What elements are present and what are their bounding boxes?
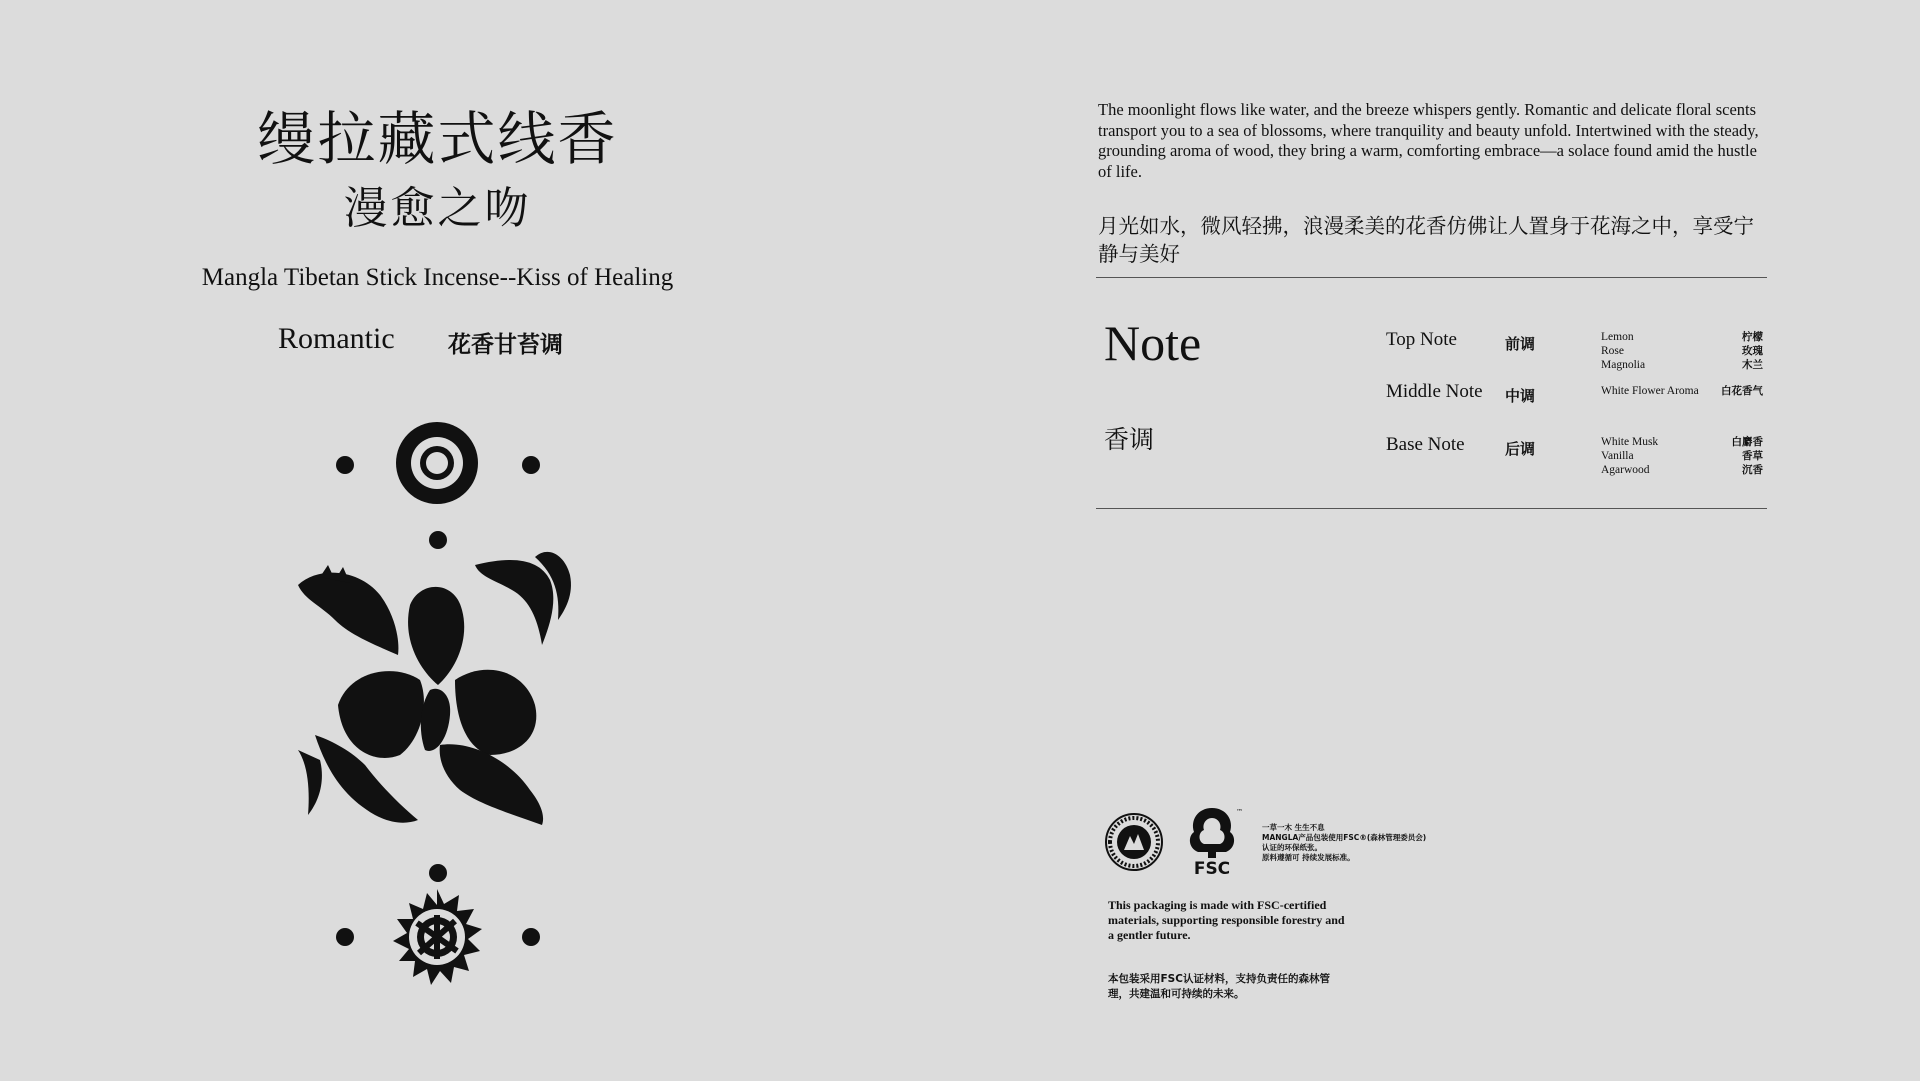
fsc-tree-logo-icon xyxy=(1182,804,1243,879)
mood-label-en: Romantic xyxy=(278,322,395,355)
fsc-small-line: MANGLA产品包装使用FSC®(森林管理委员会) xyxy=(1262,833,1427,842)
ingredient-en: Agarwood xyxy=(1601,464,1650,476)
ingredient-en: Magnolia xyxy=(1601,359,1646,371)
mood-label-cn: 花香甘苔调 xyxy=(448,332,563,358)
middle-note-label-cn: 中调 xyxy=(1505,387,1536,405)
fsc-small-line: 认证的环保纸张。 xyxy=(1262,843,1322,852)
ingredient-en: Lemon xyxy=(1601,331,1634,343)
dot-icon xyxy=(429,864,447,882)
dot-icon xyxy=(336,456,354,474)
fsc-label: FSC xyxy=(1193,859,1231,879)
fsc-small-print xyxy=(1262,823,1432,863)
sun-gear-icon xyxy=(396,422,478,504)
spoked-wheel-icon xyxy=(393,889,482,985)
product-subtitle-cn: 漫愈之吻 xyxy=(343,183,532,234)
divider-top xyxy=(1096,277,1767,278)
base-note-ingredients xyxy=(1601,435,1763,477)
dot-icon xyxy=(522,928,540,946)
product-title-cn: 缦拉藏式线香 xyxy=(257,105,618,173)
ingredient-row xyxy=(1601,384,1763,398)
ingredient-row xyxy=(1601,449,1763,463)
ingredient-cn: 白麝香 xyxy=(1731,436,1763,448)
dot-icon xyxy=(522,456,540,474)
fsc-small-line: 原料遵循可 持续发展标准。 xyxy=(1262,853,1355,862)
ingredient-en: Vanilla xyxy=(1601,450,1634,462)
ingredient-cn: 白花香气 xyxy=(1721,385,1763,397)
ingredient-en: Rose xyxy=(1601,345,1624,357)
himalayan-origin-seal-icon xyxy=(1104,812,1164,872)
ingredient-cn: 沉香 xyxy=(1742,464,1763,476)
middle-note-label: Middle Note xyxy=(1386,381,1483,402)
ingredient-en: White Musk xyxy=(1601,436,1659,448)
divider-bottom xyxy=(1096,508,1767,509)
ingredient-en: White Flower Aroma xyxy=(1601,385,1699,397)
packaging-note-cn: 本包装采用FSC认证材料，支持负责任的森林管理，共建温和可持续的未来。 xyxy=(1108,973,1330,1000)
notes-title-cn: 香调 xyxy=(1104,425,1155,454)
notes-title-en: Note xyxy=(1104,315,1202,371)
ingredient-cn: 木兰 xyxy=(1742,359,1763,371)
description-cn: 月光如水，微风轻拂，浪漫柔美的花香仿佛让人置身于花海之中，享受宁静与美好 xyxy=(1098,214,1754,266)
fsc-trademark: ™ xyxy=(1236,808,1243,816)
top-note-ingredients xyxy=(1601,330,1763,372)
description-en: The moonlight flows like water, and the breeze whispers gently. Romantic and delicate floral scents transport you to a sea of blossoms, where tranquility and beauty unfold. Intertwined with the steady, grounding aroma of wood, they bring a warm, comforting embrace—a solace found amid the hustle of life. xyxy=(1098,100,1759,181)
ingredient-cn: 香草 xyxy=(1742,450,1763,462)
packaging-note-en: This packaging is made with FSC-certified materials, supporting responsible forestry and a gentler future. xyxy=(1108,898,1345,942)
top-note-label: Top Note xyxy=(1386,329,1457,350)
ingredient-row xyxy=(1601,330,1763,344)
product-title-en: Mangla Tibetan Stick Incense--Kiss of Healing xyxy=(201,264,674,291)
top-note-label-cn: 前调 xyxy=(1505,335,1536,353)
ingredient-cn: 柠檬 xyxy=(1742,331,1763,343)
base-note-label-cn: 后调 xyxy=(1505,440,1536,458)
fsc-small-line: 一草一木 生生不息 xyxy=(1262,823,1325,832)
ingredient-row xyxy=(1601,463,1763,477)
base-note-label: Base Note xyxy=(1386,434,1465,455)
ingredient-row xyxy=(1601,344,1763,358)
floral-emblem-illustration xyxy=(280,405,600,975)
dot-icon xyxy=(429,531,447,549)
ingredient-row xyxy=(1601,358,1763,372)
dot-icon xyxy=(336,928,354,946)
middle-note-ingredients xyxy=(1601,384,1763,398)
ingredient-row xyxy=(1601,435,1763,449)
flower-icon xyxy=(298,552,571,825)
ingredient-cn: 玫瑰 xyxy=(1742,345,1763,357)
